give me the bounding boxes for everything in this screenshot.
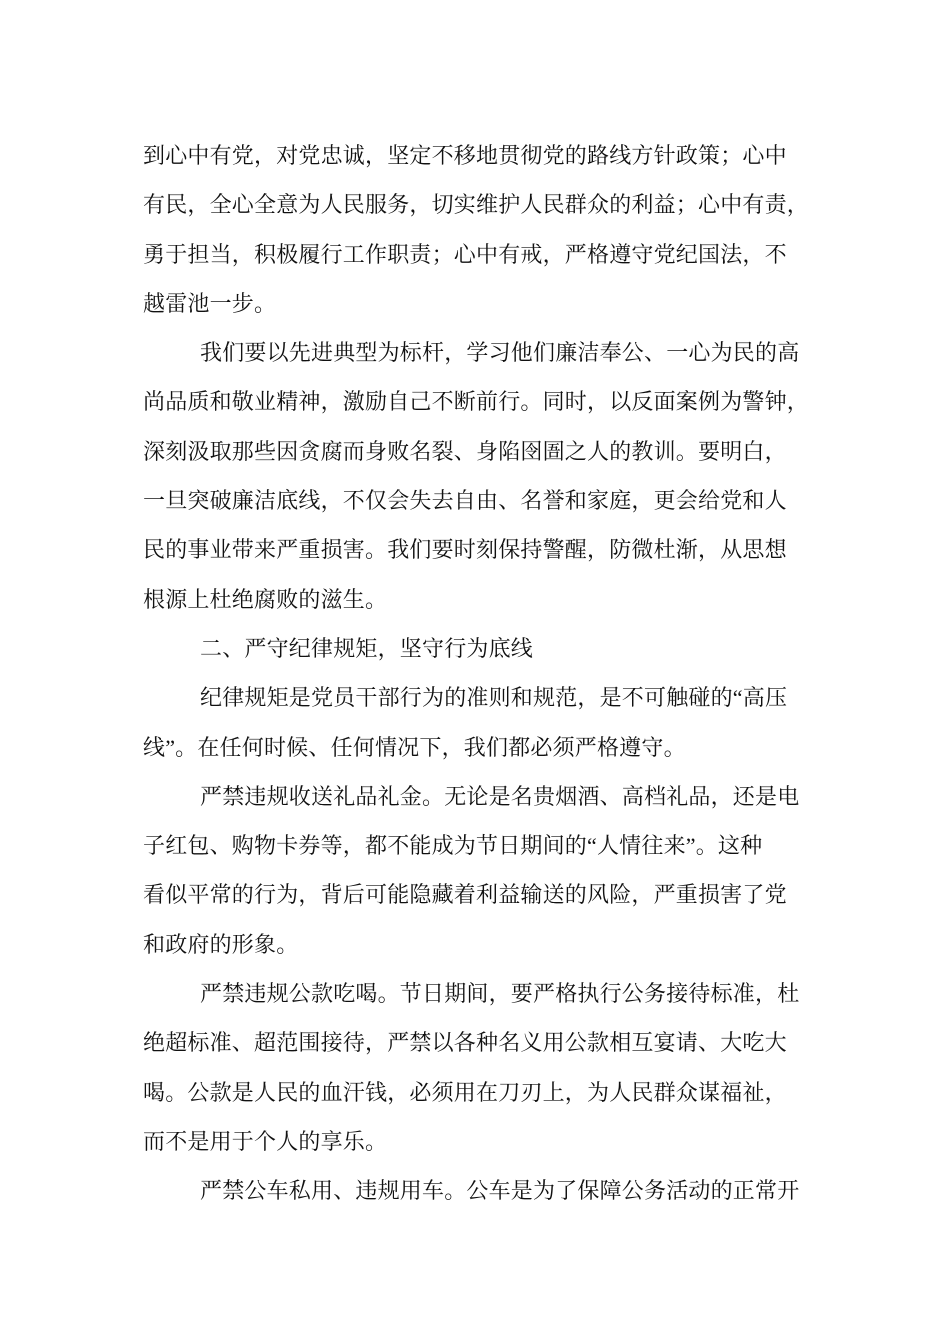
paragraph-first-line: 严禁违规公款吃喝。节日期间，要严格执行公务接待标准，杜 — [200, 981, 800, 1007]
text-line: 越雷池一步。 — [143, 290, 277, 316]
text-line: 一旦突破廉洁底线，不仅会失去自由、名誉和家庭，更会给党和人 — [143, 488, 787, 514]
paragraph-first-line: 二、严守纪律规矩，坚守行为底线 — [200, 635, 534, 661]
text-line: 根源上杜绝腐败的滋生。 — [143, 586, 388, 612]
text-line: 深刻汲取那些因贪腐而身败名裂、身陷囹圄之人的教训。要明白， — [143, 438, 787, 464]
text-line: 喝。公款是人民的血汗钱，必须用在刀刃上，为人民群众谋福祉， — [143, 1079, 787, 1105]
text-line: 子红包、购物卡券等，都不能成为节日期间的“人情往来”。这种 — [143, 833, 763, 859]
text-line: 民的事业带来严重损害。我们要时刻保持警醒，防微杜渐，从思想 — [143, 537, 787, 563]
text-line: 绝超标准、超范围接待，严禁以各种名义用公款相互宴请、大吃大 — [143, 1030, 787, 1056]
text-line: 而不是用于个人的享乐。 — [143, 1128, 388, 1154]
paragraph-first-line: 我们要以先进典型为标杆，学习他们廉洁奉公、一心为民的高 — [200, 340, 800, 366]
text-line: 看似平常的行为，背后可能隐藏着利益输送的风险，严重损害了党 — [143, 882, 787, 908]
text-line: 有民，全心全意为人民服务，切实维护人民群众的利益；心中有责， — [143, 192, 810, 218]
document-page — [143, 131, 843, 1216]
text-line: 尚品质和敬业精神，激励自己不断前行。同时，以反面案例为警钟， — [143, 389, 810, 415]
paragraph-first-line: 严禁违规收送礼品礼金。无论是名贵烟酒、高档礼品，还是电 — [200, 783, 800, 809]
text-line: 勇于担当，积极履行工作职责；心中有戒，严格遵守党纪国法，不 — [143, 241, 787, 267]
paragraph-first-line: 纪律规矩是党员干部行为的准则和规范，是不可触碰的“高压 — [200, 685, 788, 711]
paragraph-first-line: 严禁公车私用、违规用车。公车是为了保障公务活动的正常开 — [200, 1178, 800, 1204]
text-line: 到心中有党，对党忠诚，坚定不移地贯彻党的路线方针政策；心中 — [143, 143, 787, 168]
text-line: 线”。在任何时候、任何情况下，我们都必须严格遵守。 — [143, 734, 686, 760]
text-line: 和政府的形象。 — [143, 931, 299, 957]
